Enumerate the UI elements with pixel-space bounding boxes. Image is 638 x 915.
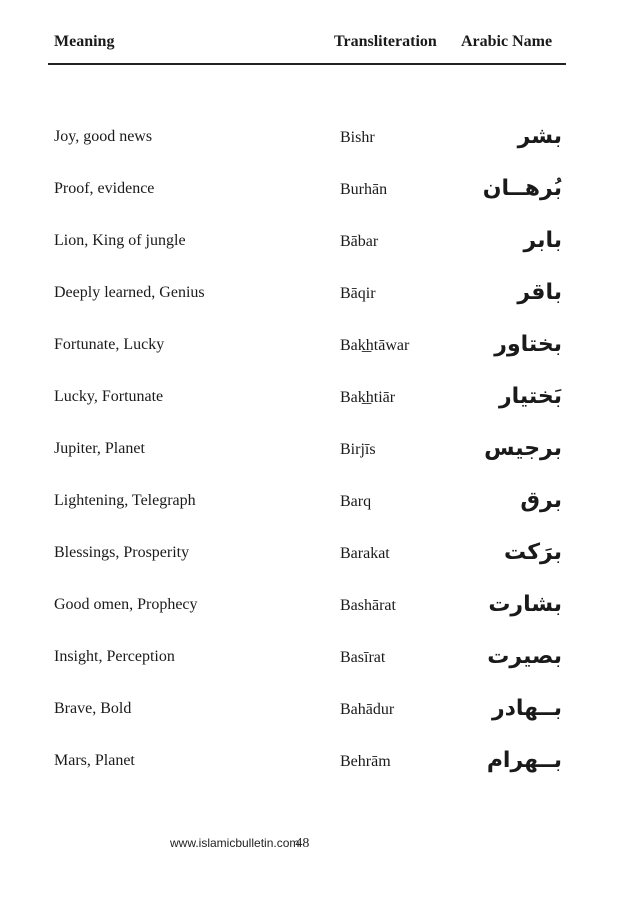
transliteration-cell: Bābar bbox=[340, 233, 379, 250]
meaning-cell: Brave, Bold bbox=[54, 700, 132, 717]
arabic-name-cell: برجيس bbox=[484, 436, 562, 461]
meaning-cell: Lion, King of jungle bbox=[54, 232, 186, 249]
meaning-cell: Joy, good news bbox=[54, 128, 153, 145]
header-divider bbox=[48, 63, 566, 65]
table-row bbox=[0, 698, 638, 750]
transliteration-cell: Birjīs bbox=[340, 441, 376, 458]
transliteration-cell: Bashārat bbox=[340, 597, 396, 614]
transliteration-cell: Bak͟htiār bbox=[340, 389, 396, 406]
arabic-name-cell: بــهادر bbox=[491, 696, 562, 721]
header-meaning: Meaning bbox=[54, 33, 115, 50]
transliteration-cell: Barakat bbox=[340, 545, 390, 562]
table-row bbox=[0, 126, 638, 178]
arabic-name-cell: بابر bbox=[523, 228, 562, 253]
meaning-cell: Good omen, Prophecy bbox=[54, 596, 198, 613]
meaning-cell: Lightening, Telegraph bbox=[54, 492, 196, 509]
arabic-name-cell: برق bbox=[520, 488, 562, 513]
arabic-name-cell: بَختيار bbox=[498, 384, 562, 409]
meaning-cell: Lucky, Fortunate bbox=[54, 388, 164, 405]
table-row bbox=[0, 230, 638, 282]
transliteration-cell: Bak͟htāwar bbox=[340, 337, 410, 354]
arabic-name-cell: باقر bbox=[517, 280, 562, 305]
table-header bbox=[0, 33, 638, 55]
table-row bbox=[0, 386, 638, 438]
meaning-cell: Fortunate, Lucky bbox=[54, 336, 165, 353]
footer-url: www.islamicbulletin.com bbox=[170, 836, 300, 850]
arabic-name-cell: بشارت bbox=[488, 592, 562, 617]
table-row bbox=[0, 542, 638, 594]
names-table bbox=[0, 126, 638, 802]
meaning-cell: Proof, evidence bbox=[54, 180, 155, 197]
transliteration-cell: Basīrat bbox=[340, 649, 386, 666]
transliteration-cell: Burhān bbox=[340, 181, 388, 198]
table-row bbox=[0, 334, 638, 386]
transliteration-cell: Bāqir bbox=[340, 285, 376, 302]
header-transliteration: Transliteration bbox=[334, 33, 437, 50]
meaning-cell: Deeply learned, Genius bbox=[54, 284, 205, 301]
meaning-cell: Insight, Perception bbox=[54, 648, 175, 665]
transliteration-cell: Barq bbox=[340, 493, 372, 510]
meaning-cell: Jupiter, Planet bbox=[54, 440, 145, 457]
table-row bbox=[0, 178, 638, 230]
arabic-name-cell: بشر bbox=[517, 124, 562, 149]
table-row bbox=[0, 750, 638, 802]
transliteration-cell: Bahādur bbox=[340, 701, 395, 718]
arabic-name-cell: بُرهــان bbox=[482, 176, 562, 201]
transliteration-cell: Bishr bbox=[340, 129, 375, 146]
table-row bbox=[0, 438, 638, 490]
table-row bbox=[0, 594, 638, 646]
arabic-name-cell: برَكت bbox=[503, 540, 562, 565]
table-row bbox=[0, 490, 638, 542]
transliteration-cell: Behrām bbox=[340, 753, 391, 770]
meaning-cell: Mars, Planet bbox=[54, 752, 135, 769]
arabic-name-cell: بصيرت bbox=[487, 644, 562, 669]
table-row bbox=[0, 282, 638, 334]
arabic-name-cell: بــهرام bbox=[486, 748, 562, 773]
header-arabic-name: Arabic Name bbox=[461, 33, 553, 50]
arabic-name-cell: بختاور bbox=[494, 332, 562, 357]
page-footer bbox=[170, 836, 309, 852]
page-number: 48 bbox=[295, 836, 310, 851]
table-row bbox=[0, 646, 638, 698]
meaning-cell: Blessings, Prosperity bbox=[54, 544, 190, 561]
